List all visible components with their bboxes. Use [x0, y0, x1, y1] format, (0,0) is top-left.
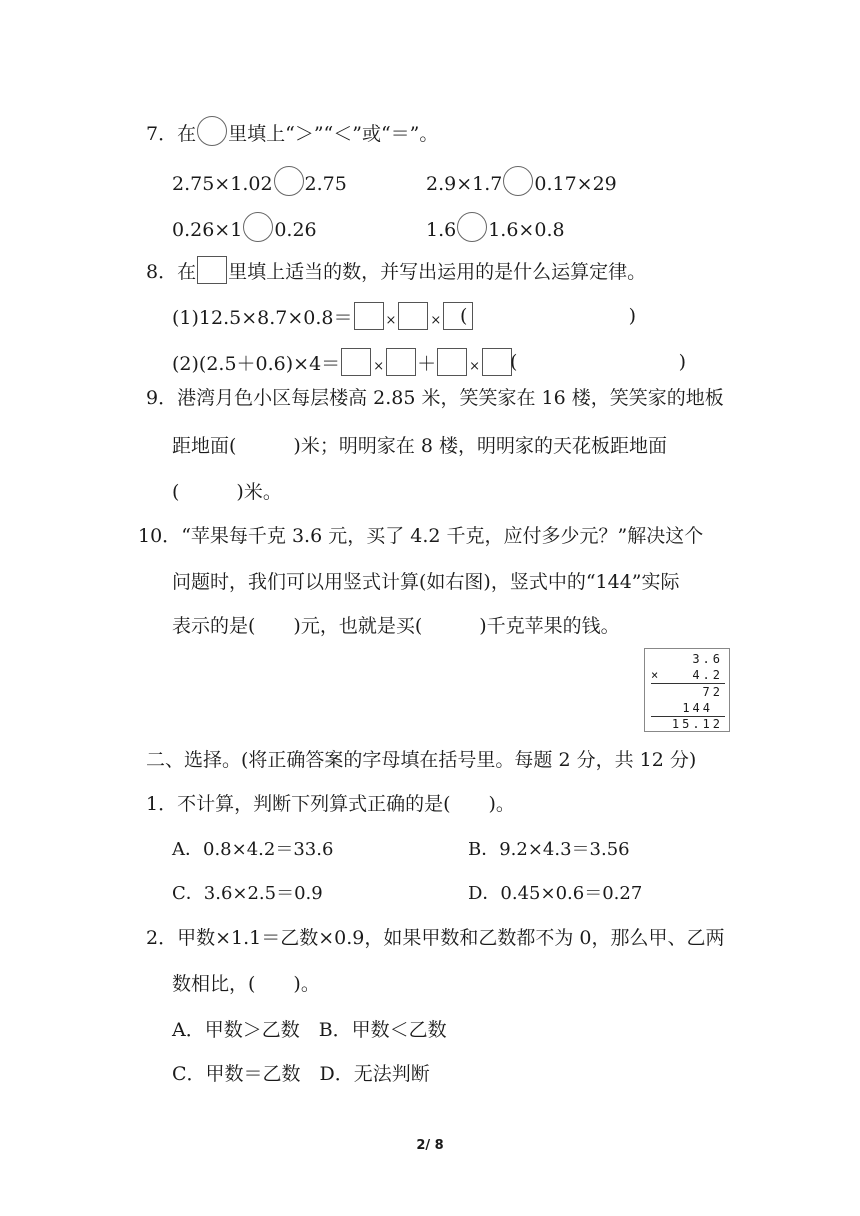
q9-number: 9． [146, 387, 178, 409]
q10-line1: 10．“苹果每千克 3.6 元，买了 4.2 千克，应付多少元？”解决这个 [138, 525, 704, 547]
answer-box[interactable] [386, 348, 416, 376]
q10-number: 10． [138, 525, 182, 547]
answer-box[interactable] [341, 348, 371, 376]
q8-part2: (2)(2.5＋0.6)×4＝ × ＋ × [172, 348, 513, 381]
q10-line3: 表示的是( )元，也就是买( )千克苹果的钱。 [172, 615, 620, 637]
times-sign: × [651, 668, 659, 682]
answer-circle[interactable] [243, 212, 273, 242]
c2-options-cd[interactable]: C．甲数＝乙数 D．无法判断 [172, 1063, 430, 1085]
answer-circle[interactable] [457, 212, 487, 242]
q7-item-d: 1.6 1.6×0.8 [426, 212, 565, 244]
c2-stem-line2: 数相比，( )。 [172, 973, 320, 995]
answer-circle[interactable] [197, 116, 227, 146]
c1-stem: 1．不计算，判断下列算式正确的是( )。 [146, 793, 515, 815]
answer-circle[interactable] [503, 166, 533, 196]
q7-number: 7． [146, 123, 178, 145]
c1-option-d[interactable]: D．0.45×0.6＝0.27 [468, 883, 643, 904]
page-number: 2/ 8 [416, 1138, 444, 1153]
q8-part2-law-bracket[interactable]: ( ) [510, 351, 686, 373]
q7-item-c: 0.26×1 0.26 [172, 212, 317, 244]
answer-circle[interactable] [274, 166, 304, 196]
answer-box[interactable] [437, 348, 467, 376]
q10-line2: 问题时，我们可以用竖式计算(如右图)，竖式中的“144”实际 [172, 571, 680, 593]
c1-option-c[interactable]: C．3.6×2.5＝0.9 [172, 883, 323, 904]
section-title: 二、选择。(将正确答案的字母填在括号里。每题 2 分，共 12 分) [146, 749, 697, 771]
q8-number: 8． [146, 261, 178, 283]
q9-line1: 9．港湾月色小区每层楼高 2.85 米，笑笑家在 16 楼，笑笑家的地板 [146, 387, 724, 409]
q7-item-b: 2.9×1.7 0.17×29 [426, 166, 617, 198]
q8-stem: 8．在 里填上适当的数，并写出运用的是什么运算定律。 [146, 256, 646, 286]
c2-options-ab[interactable]: A．甲数＞乙数 B．甲数＜乙数 [172, 1019, 447, 1041]
q9-line2: 距地面( )米；明明家在 8 楼，明明家的天花板距地面 [172, 435, 667, 457]
answer-box[interactable] [354, 302, 384, 330]
vertical-multiplication-figure: 3.6 × 4.2 72 144 15.12 [644, 648, 730, 732]
c1-option-b[interactable]: B．9.2×4.3＝3.56 [468, 839, 630, 860]
q9-line3: ( )米。 [172, 481, 282, 503]
q8-part1-law-bracket[interactable]: ( ) [460, 305, 636, 327]
answer-box[interactable] [197, 256, 227, 284]
c1-option-a[interactable]: A．0.8×4.2＝33.6 [172, 839, 334, 860]
c2-stem-line1: 2．甲数×1.1＝乙数×0.9，如果甲数和乙数都不为 0，那么甲、乙两 [146, 927, 725, 949]
q7-stem: 7．在 里填上“＞”“＜”或“＝”。 [146, 116, 438, 148]
answer-box[interactable] [398, 302, 428, 330]
q8-part1: (1)12.5×8.7×0.8＝ × × [172, 302, 474, 335]
answer-box[interactable] [482, 348, 512, 376]
q7-item-a: 2.75×1.02 2.75 [172, 166, 347, 198]
